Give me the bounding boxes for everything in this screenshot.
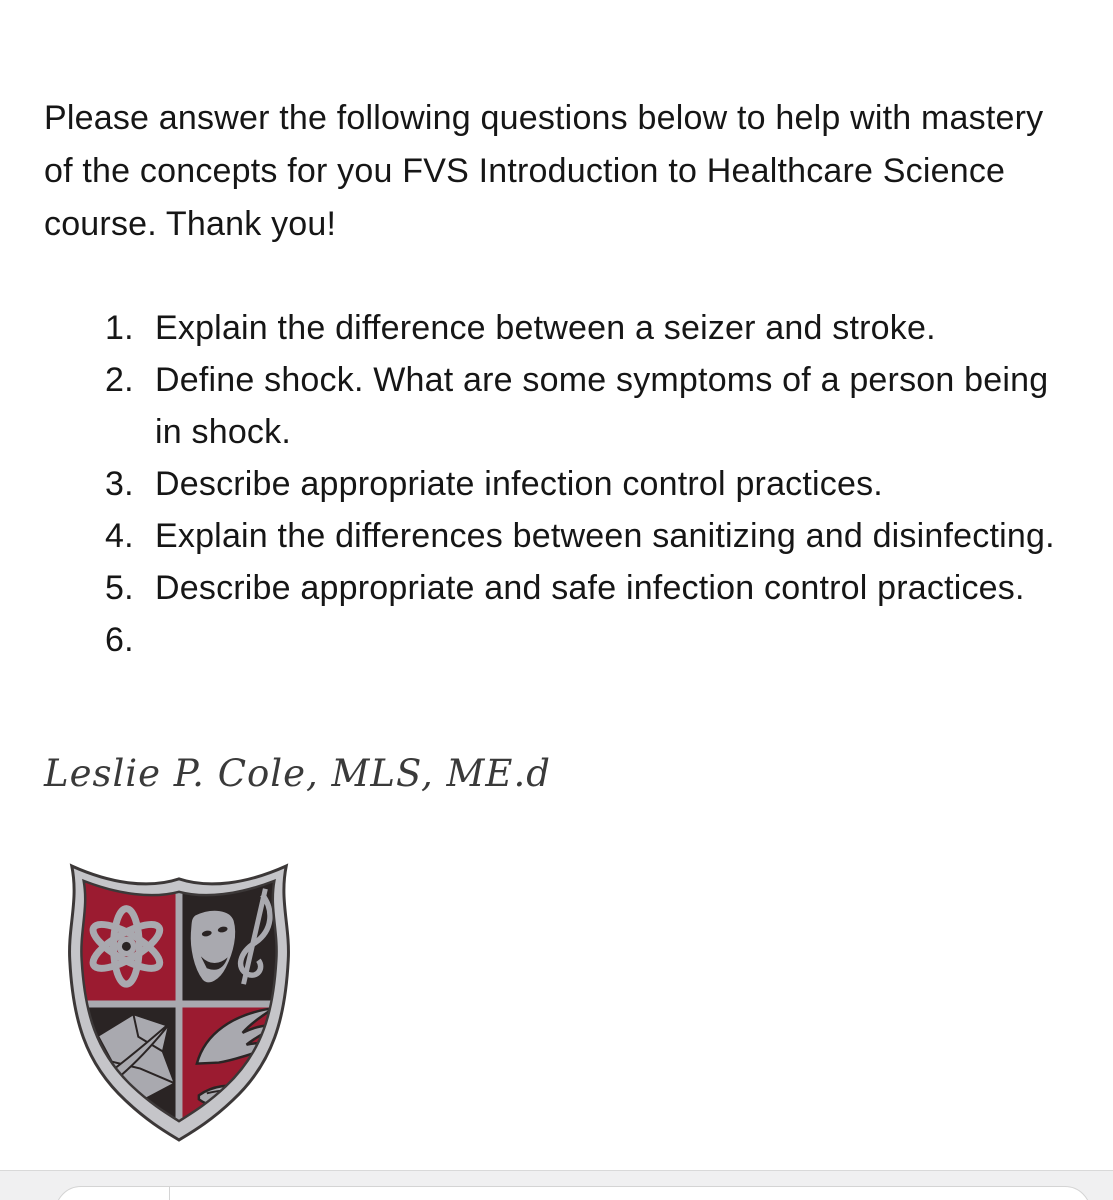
intro-paragraph: Please answer the following questions below to help with mastery of the concepts for you FVS Introduction to Healthcare Science course. Thank you! — [44, 99, 1044, 243]
question-item: Describe appropriate and safe infection control practices. — [155, 569, 1025, 607]
attachment-card-divider — [169, 1187, 170, 1200]
attachment-card[interactable] — [55, 1186, 1091, 1200]
question-list — [44, 302, 1058, 666]
numbered-questions — [44, 302, 1058, 666]
school-crest-logo — [38, 856, 320, 1148]
question-item: Describe appropriate infection control practices. — [155, 465, 883, 503]
question-item — [155, 614, 1058, 666]
question-item: Explain the differences between sanitizing and disinfecting. — [155, 517, 1055, 555]
question-item: Explain the difference between a seizer and stroke. — [155, 309, 936, 347]
question-item: Define shock. What are some symptoms of a person being in shock. — [155, 361, 1049, 451]
teacher-signature: Leslie P. Cole, MLS, ME.d — [44, 752, 551, 795]
